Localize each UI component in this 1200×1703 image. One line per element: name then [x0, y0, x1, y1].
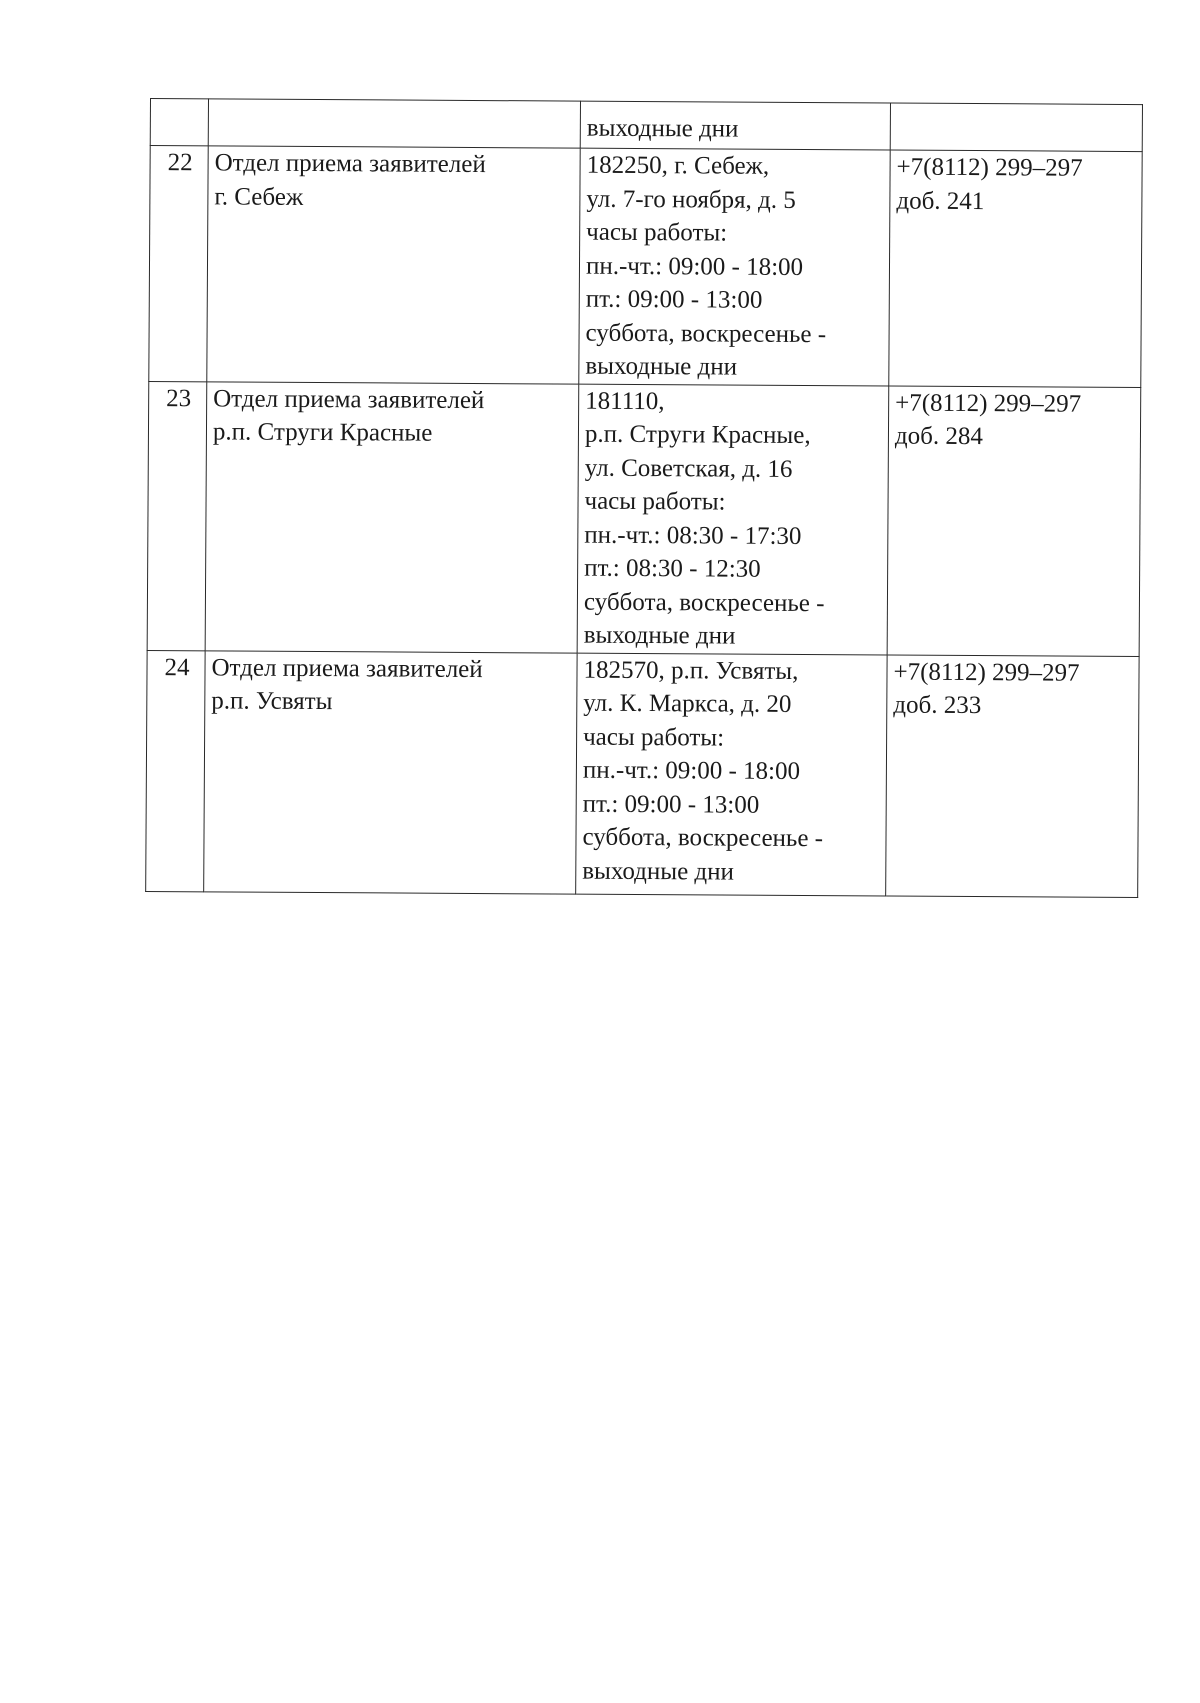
phone-cell — [890, 103, 1142, 152]
address-line: 182570, р.п. Усвяты, — [583, 656, 799, 685]
address-line: пн.-чт.: 09:00 - 18:00 — [582, 756, 801, 785]
address-line: пт.: 08:30 - 12:30 — [584, 554, 761, 583]
office-name-line: Отдел приема заявителей — [211, 653, 483, 683]
address-cell — [579, 148, 890, 385]
row-number-cell: 23 — [147, 381, 207, 650]
address-line: р.п. Струги Красные, — [584, 420, 811, 450]
address-line: пт.: 09:00 - 13:00 — [585, 285, 763, 314]
table-row — [149, 146, 1142, 388]
table-row — [147, 381, 1141, 656]
phone-extension: доб. 241 — [896, 187, 985, 215]
address-line: суббота, воскресенье - — [585, 319, 827, 348]
row-number-cell — [150, 99, 208, 146]
address-line: пн.-чт.: 08:30 - 17:30 — [584, 521, 802, 550]
address-line: суббота, воскресенье - — [582, 823, 824, 853]
office-name-line: р.п. Струги Красные — [212, 418, 433, 447]
address-line: 181110, — [585, 387, 665, 415]
address-cell — [577, 384, 889, 655]
address-line: пт.: 09:00 - 13:00 — [582, 790, 760, 819]
office-name-cell — [207, 146, 580, 384]
phone-cell — [889, 150, 1142, 387]
office-name-cell — [204, 650, 577, 893]
phone-line: +7(8112) 299–297 — [895, 389, 1082, 418]
phone-cell — [886, 655, 1139, 898]
row-number-cell: 22 — [149, 146, 208, 382]
address-line: ул. К. Маркса, д. 20 — [583, 689, 792, 718]
table-row — [146, 650, 1139, 897]
phone-extension: доб. 233 — [893, 691, 982, 720]
phone-line: +7(8112) 299–297 — [896, 153, 1083, 182]
office-name-line: Отдел приема заявителей — [213, 384, 485, 414]
office-name-line: р.п. Усвяты — [211, 687, 333, 716]
address-line: выходные дни — [583, 621, 736, 650]
address-line: выходные дни — [586, 114, 739, 143]
address-line: ул. 7-го ноября, д. 5 — [586, 185, 796, 214]
address-line: суббота, воскресенье - — [583, 588, 825, 617]
office-name-line: г. Себеж — [214, 182, 304, 211]
office-name-cell — [208, 99, 580, 148]
address-cell — [576, 653, 887, 896]
address-line: часы работы: — [586, 218, 728, 247]
table-row-continuation — [150, 99, 1142, 152]
address-line: часы работы: — [584, 487, 726, 516]
address-line: ул. Советская, д. 16 — [584, 454, 793, 483]
address-line: выходные дни — [585, 352, 738, 381]
phone-extension: доб. 284 — [894, 422, 983, 451]
office-name-cell — [205, 381, 579, 652]
address-line: 182250, г. Себеж, — [586, 151, 770, 180]
address-line: выходные дни — [582, 857, 735, 886]
phone-line: +7(8112) 299–297 — [893, 658, 1080, 687]
offices-table — [145, 98, 1143, 898]
address-line: часы работы: — [583, 723, 725, 752]
row-number-cell: 24 — [146, 650, 205, 891]
address-line: пн.-чт.: 09:00 - 18:00 — [585, 252, 804, 281]
office-name-line: Отдел приема заявителей — [214, 149, 486, 179]
address-cell — [580, 101, 890, 150]
phone-cell — [887, 386, 1141, 657]
